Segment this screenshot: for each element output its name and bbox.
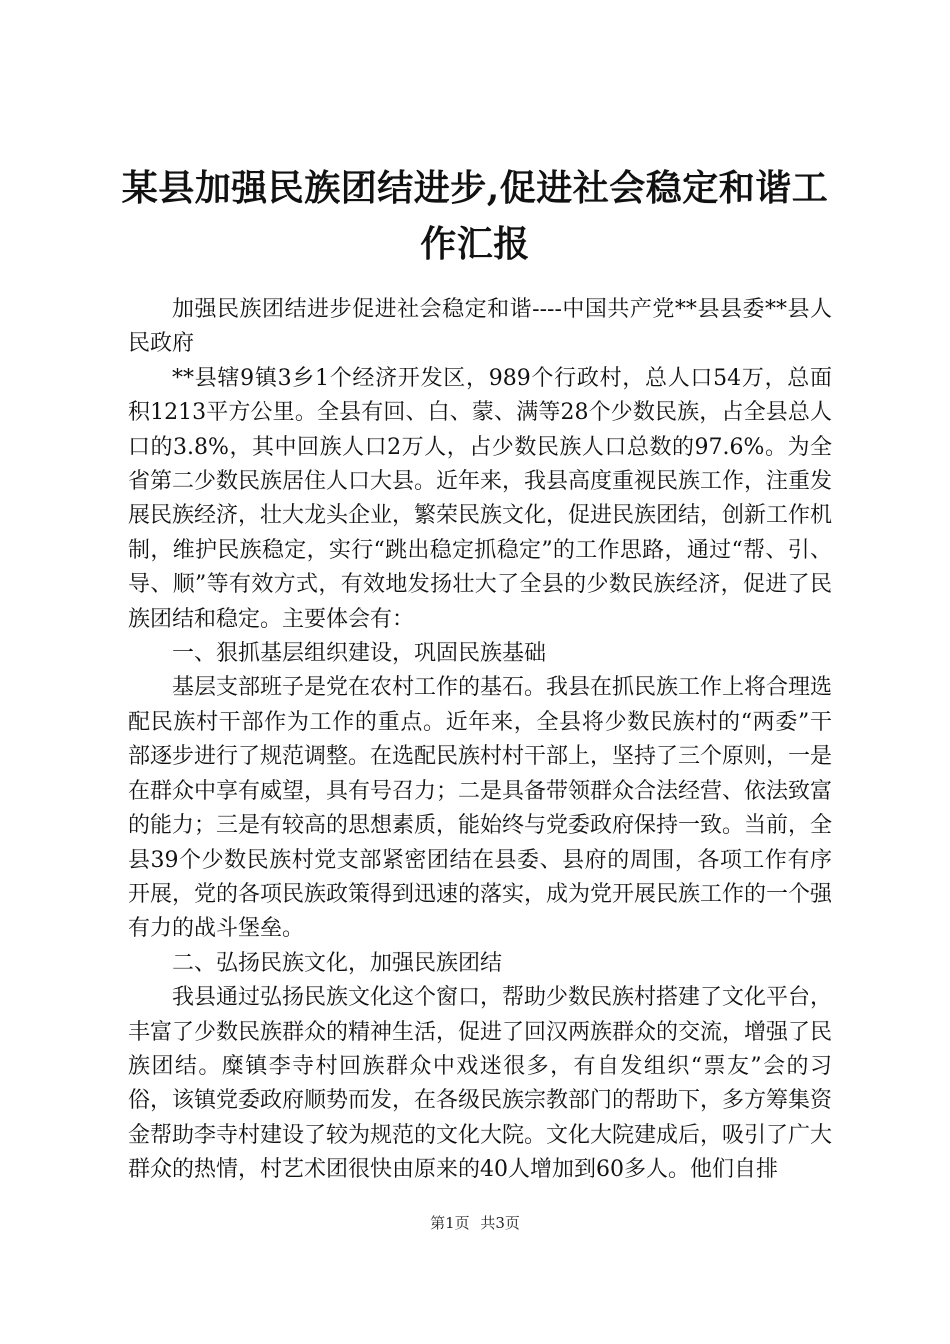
page-number: 第1页 bbox=[430, 1214, 470, 1232]
document-title: 某县加强民族团结进步,促进社会稳定和谐工作汇报 bbox=[121, 167, 829, 265]
page-total: 共3页 bbox=[480, 1214, 520, 1232]
section-heading: 一、狠抓基层组织建设，巩固民族基础 bbox=[172, 641, 547, 667]
body-paragraph: 基层支部班子是党在农村工作的基石。我县在抓民族工作上将合理选配民族村干部作为工作的重点。近年来，全县将少数民族村的“两委”干部逐步进行了规范调整。在选配民族村村干部上，坚持了三个原则，一是在群众中享有威望，具有号召力；二是具备带领群众合法经营、依法致富的能力；三是有较高的思想素质，能始终与党委政府保持一致。当前，全县39个少数民族村党支部紧密团结在县委、县府的周围，各项工作有序开展，党的各项民族政策得到迅速的落实，成为党开展民族工作的一个强有力的战斗堡垒。 bbox=[128, 675, 833, 942]
body-paragraph: 我县通过弘扬民族文化这个窗口，帮助少数民族村搭建了文化平台，丰富了少数民族群众的精神生活，促进了回汉两族群众的交流，增强了民族团结。糜镇李寺村回族群众中戏迷很多，有自发组织“票友”会的习俗，该镇党委政府顺势而发，在各级民族宗教部门的帮助下，多方筹集资金帮助李寺村建设了较为规范的文化大院。文化大院建成后，吸引了广大群众的热情，村艺术团很快由原来的40人增加到60多人。他们自排 bbox=[128, 985, 833, 1183]
section-heading: 二、弘扬民族文化，加强民族团结 bbox=[172, 950, 503, 976]
document-body bbox=[128, 293, 832, 1188]
body-paragraph: **县辖9镇3乡1个经济开发区，989个行政村，总人口54万，总面积1213平方公里。全县有回、白、蒙、满等28个少数民族，占全县总人口的3.8%，其中回族人口2万人，占少数民族人口总数的97.6%。为全省第二少数民族居住人口大县。近年来，我县高度重视民族工作，注重发展民族经济，壮大龙头企业，繁荣民族文化，促进民族团结，创新工作机制，维护民族稳定，实行“跳出稳定抓稳定”的工作思路，通过“帮、引、导、顺”等有效方式，有效地发扬壮大了全县的少数民族经济，促进了民族团结和稳定。主要体会有： bbox=[128, 365, 833, 632]
page-footer bbox=[0, 1213, 950, 1233]
subtitle-paragraph: 加强民族团结进步促进社会稳定和谐----中国共产党**县县委**县人民政府 bbox=[128, 297, 832, 357]
